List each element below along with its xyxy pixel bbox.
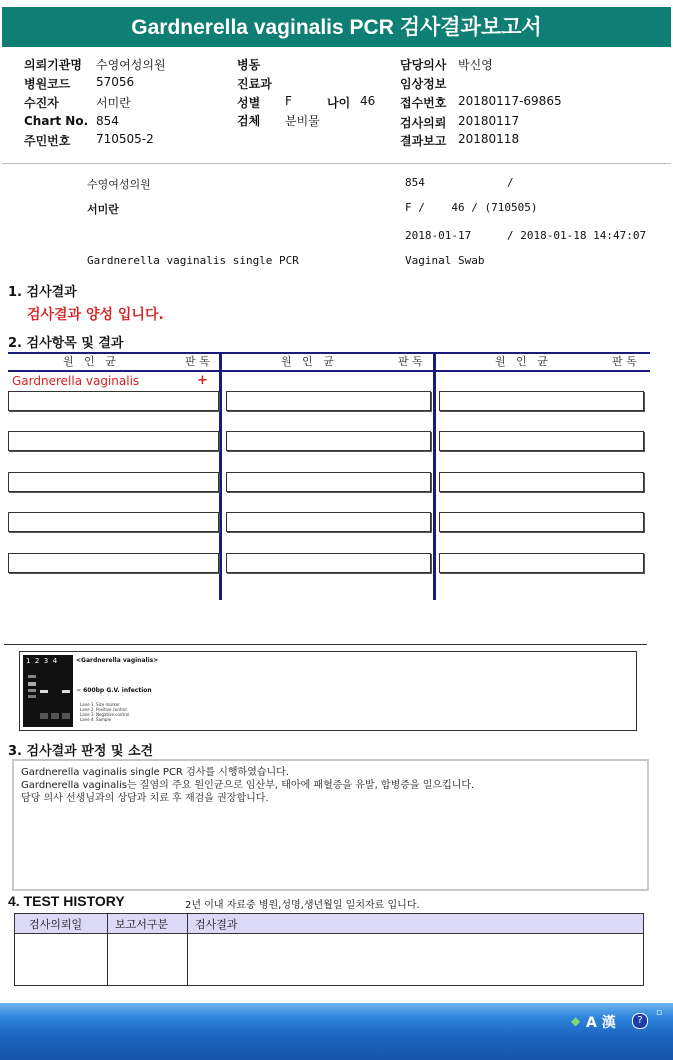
hospital-value: 수영여성의원 xyxy=(96,58,166,72)
result-cell xyxy=(226,512,431,532)
sub-test-name: Gardnerella vaginalis single PCR xyxy=(87,254,299,267)
sub-report-date: / 2018-01-18 14:47:07 xyxy=(507,229,647,242)
result-summary: 검사결과 양성 입니다. xyxy=(27,307,164,323)
age-value: 46 xyxy=(360,94,376,108)
section3-title: 3. 검사결과 판정 및 소견 xyxy=(8,744,154,759)
col-judgement-header: 판 독 xyxy=(612,355,637,368)
sub-hospital: 수영여성의원 xyxy=(87,178,151,191)
result-cell xyxy=(8,431,219,451)
column-divider xyxy=(219,352,222,600)
sex-value: F xyxy=(285,94,292,108)
specimen-label: 검체 xyxy=(237,114,261,128)
id-label: 주민번호 xyxy=(24,134,71,148)
sub-request-date: 2018-01-17 xyxy=(405,229,472,242)
sub-sex-age: F / 46 / (710505) xyxy=(405,201,538,214)
gel-title: <Gardnerella vaginalis> xyxy=(76,657,159,664)
age-label: 나이 xyxy=(327,96,351,110)
col-judgement-header: 판 독 xyxy=(185,355,210,368)
doctor-label: 담당의사 xyxy=(400,58,447,72)
gel-lane-numbers: 1 2 3 4 xyxy=(26,657,58,665)
section1-title: 1. 검사결과 xyxy=(8,285,77,300)
gel-legend-4: Lane 4. Sample xyxy=(80,717,112,722)
history-col-report-type: 보고서구분 xyxy=(115,918,169,931)
patient-label: 수진자 xyxy=(24,96,59,110)
gel-legend-3: Lane 3. Negative control xyxy=(80,712,130,717)
options-icon[interactable]: ▫ xyxy=(656,1008,663,1018)
section4-title: 4. TEST HISTORY xyxy=(8,893,125,909)
history-table-header xyxy=(14,913,644,934)
report-title: Gardnerella vaginalis PCR 검사결과보고서 xyxy=(2,7,671,47)
result-cell xyxy=(226,391,431,411)
result-cell xyxy=(226,472,431,492)
doctor-value: 박신영 xyxy=(458,58,493,72)
hospital-label: 의뢰기관명 xyxy=(24,58,82,72)
report-date-label: 결과보고 xyxy=(400,134,447,148)
clinical-label: 임상정보 xyxy=(400,77,447,91)
gel-panel xyxy=(19,651,637,731)
report-date-value: 20180118 xyxy=(458,132,520,146)
result-cell xyxy=(8,472,219,492)
col-pathogen-header: 원 인 균 xyxy=(63,355,116,368)
ward-label: 병동 xyxy=(237,58,261,72)
result-cell xyxy=(8,512,219,532)
result-cell xyxy=(439,553,644,573)
sub-chart-sep: / xyxy=(507,176,514,189)
divider xyxy=(4,644,647,645)
patient-value: 서미란 xyxy=(96,96,131,110)
chart-value: 854 xyxy=(96,114,119,128)
history-col-result: 검사결과 xyxy=(195,918,238,931)
dept-label: 진료과 xyxy=(237,77,272,91)
gel-legend-2: Lane 2. Positive control xyxy=(80,707,127,712)
accession-value: 20180117-69865 xyxy=(458,94,562,108)
interpretation-box xyxy=(12,759,649,891)
sex-label: 성별 xyxy=(237,96,261,110)
interpretation-text xyxy=(21,766,474,805)
sub-chart: 854 xyxy=(405,176,425,189)
history-note: 2년 이내 자료중 병원,성명,생년월일 일치자료 입니다. xyxy=(185,900,420,911)
taskbar xyxy=(0,1003,673,1060)
request-value: 20180117 xyxy=(458,114,520,128)
col-judgement-header: 판 독 xyxy=(398,355,423,368)
col-pathogen-header: 원 인 균 xyxy=(495,355,548,368)
pathogen-name: Gardnerella vaginalis xyxy=(12,374,140,388)
result-cell xyxy=(8,553,219,573)
gel-legend-1: Lane 1. Size marker xyxy=(80,702,120,707)
id-value: 710505-2 xyxy=(96,132,154,146)
section2-title: 2. 검사항목 및 결과 xyxy=(8,336,124,351)
pathogen-result: + xyxy=(197,373,208,388)
interpretation-line: Gardnerella vaginalis는 질염의 주요 원인균으로 임산부, 태아에 패혈증을 유발, 합병증을 일으킵니다. xyxy=(21,780,475,791)
history-table-body xyxy=(14,932,644,986)
code-label: 병원코드 xyxy=(24,77,71,91)
result-cell xyxy=(8,391,219,411)
gel-electrophoresis-image xyxy=(23,655,73,727)
interpretation-line: 담당 의사 선생님과의 상담과 치료 후 재검을 권장합니다. xyxy=(21,793,269,804)
result-cell xyxy=(439,512,644,532)
language-bar-icon[interactable]: ◆ xyxy=(571,1014,581,1028)
ime-mode-indicator[interactable]: A 漢 xyxy=(586,1015,616,1031)
gel-band-label: ~ 600bp G.V. infection xyxy=(76,687,152,694)
sub-sample: Vaginal Swab xyxy=(405,254,485,267)
help-icon[interactable]: ? xyxy=(632,1013,648,1029)
column-divider xyxy=(433,352,436,600)
interpretation-line: Gardnerella vaginalis single PCR 검사를 시행하였습니다. xyxy=(21,767,290,778)
result-cell xyxy=(226,553,431,573)
result-cell xyxy=(439,472,644,492)
request-label: 검사의뢰 xyxy=(400,116,447,130)
accession-label: 접수번호 xyxy=(400,96,447,110)
col-pathogen-header: 원 인 균 xyxy=(281,355,334,368)
specimen-value: 분비물 xyxy=(285,114,320,128)
sub-patient: 서미란 xyxy=(87,203,119,216)
code-value: 57056 xyxy=(96,75,135,89)
history-col-request-date: 검사의뢰일 xyxy=(29,918,83,931)
result-cell xyxy=(439,431,644,451)
result-cell xyxy=(439,391,644,411)
result-cell xyxy=(226,431,431,451)
chart-label: Chart No. xyxy=(24,114,89,128)
